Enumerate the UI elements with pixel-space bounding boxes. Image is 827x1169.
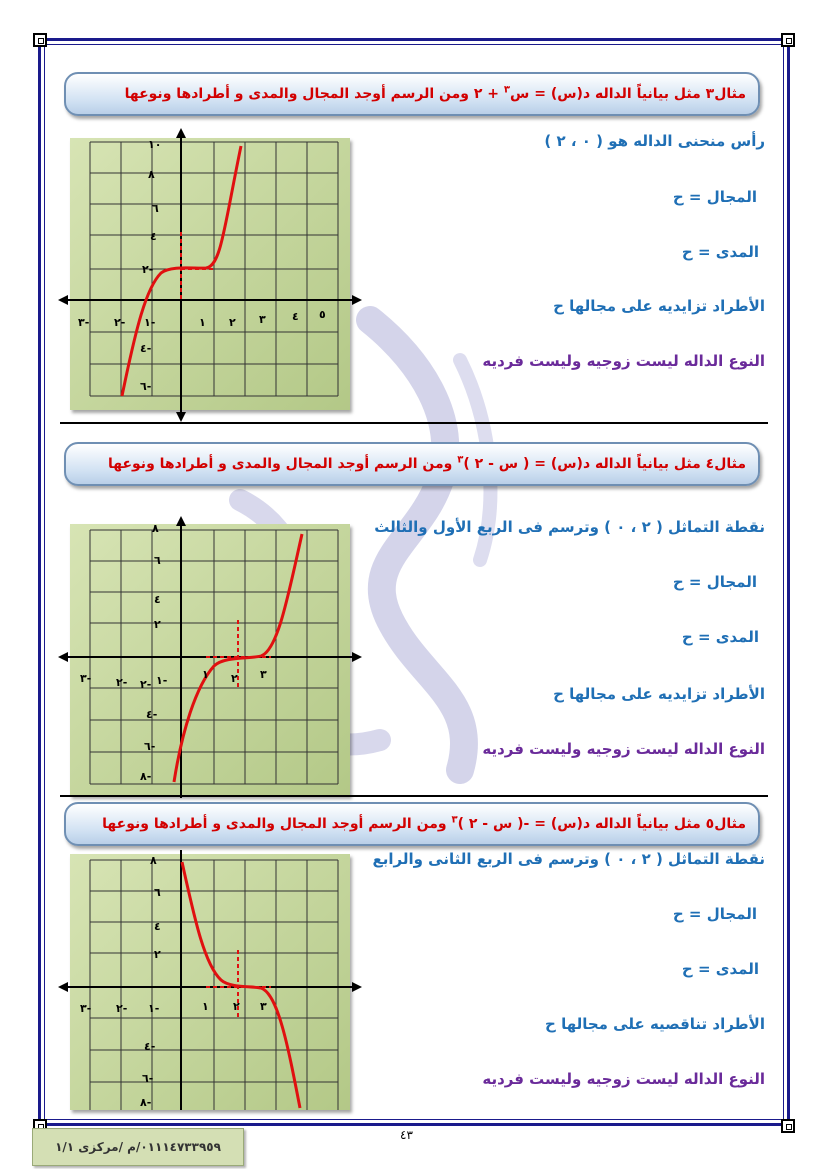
x-tick-label: ١- xyxy=(144,316,156,329)
y-tick-label: ٨- xyxy=(140,1096,152,1109)
x-tick-label: ٢ xyxy=(231,672,238,685)
example-5-range-line: المدى = ح xyxy=(681,960,759,978)
example-3-vertex-line: رأس منحنى الداله هو ( ٠ ، ٢ ) xyxy=(544,132,765,150)
y-tick-label: ٨ xyxy=(150,854,157,867)
y-tick-label: ٢ xyxy=(154,948,161,961)
y-tick-label: ٦- xyxy=(144,740,156,753)
y-tick-label: ٦- xyxy=(140,380,152,393)
x-tick-label: ٣- xyxy=(80,1002,92,1015)
x-tick-label: ٣ xyxy=(260,668,267,681)
y-tick-label: ٨ xyxy=(148,168,155,181)
example-3-graph xyxy=(56,128,366,422)
x-tick-label: ٥ xyxy=(319,308,326,321)
example-3-type-line: النوع الداله ليست زوجيه وليست فرديه xyxy=(482,352,765,370)
x-tick-label: ١ xyxy=(202,1000,209,1013)
y-tick-label: ٤- xyxy=(144,1040,156,1053)
example-3-domain-line: المجال = ح xyxy=(672,188,757,206)
page-number: ٤٣ xyxy=(400,1128,413,1142)
example-5-symmetry-line: نقطة التماثل ( ٢ ، ٠ ) وترسم فى الربع الثانى والرابع xyxy=(372,850,765,868)
y-tick-label: ١٠ xyxy=(148,138,162,151)
x-tick-label: ٣ xyxy=(260,1000,267,1013)
y-tick-label: ٤ xyxy=(154,920,161,933)
example-4-type-line: النوع الداله ليست زوجيه وليست فرديه xyxy=(482,740,765,758)
x-tick-label: ١- xyxy=(148,1002,160,1015)
x-tick-label: ٢- xyxy=(116,1002,128,1015)
footer-contact-box xyxy=(32,1128,244,1166)
x-tick-label: ٢- xyxy=(140,678,152,691)
example-3-range-line: المدى = ح xyxy=(681,243,759,261)
x-tick-label: ١ xyxy=(202,668,209,681)
example-3-monotonic-line: الأطراد تزايديه على مجالها ح xyxy=(553,297,765,315)
y-tick-label: ٨- xyxy=(140,770,152,783)
example-5-graph xyxy=(56,846,366,1110)
example-3-title: مثال٣ مثل بيانياً الداله د(س) = س$^٣$ + ٢ ومن الرسم أوجد المجال والمدى و أطرادها ونوعها xyxy=(124,84,746,102)
x-tick-label: ٣- xyxy=(78,316,90,329)
example-4-graph xyxy=(56,516,366,798)
x-tick-label: ٢ xyxy=(233,1000,240,1013)
y-tick-label: ٦ xyxy=(152,202,159,215)
example-5-type-line: النوع الداله ليست زوجيه وليست فرديه xyxy=(482,1070,765,1088)
y-tick-label: ٤- xyxy=(140,342,152,355)
example-4-title-banner xyxy=(64,442,760,486)
frame-corner-ornament xyxy=(781,1119,795,1133)
frame-corner-ornament xyxy=(33,33,47,47)
example-5-monotonic-line: الأطراد تناقصيه على مجالها ح xyxy=(545,1015,765,1033)
example-4-symmetry-line: نقطة التماثل ( ٢ ، ٠ ) وترسم فى الربع الأول والثالث xyxy=(374,518,765,536)
y-tick-label: ٢- xyxy=(142,263,154,276)
footer-contact-text: ٠١١١٤٧٣٣٩٥٩/م /مركزى ١/١ xyxy=(55,1140,221,1154)
example-4-domain-line: المجال = ح xyxy=(672,573,757,591)
example-4-monotonic-line: الأطراد تزايديه على مجالها ح xyxy=(553,685,765,703)
y-tick-label: ٨ xyxy=(152,522,159,535)
x-tick-label: ١- xyxy=(156,674,168,687)
frame-corner-ornament xyxy=(781,33,795,47)
x-tick-label: ٣ xyxy=(259,313,266,326)
x-tick-label: ١ xyxy=(199,316,206,329)
section-divider xyxy=(60,795,768,797)
y-tick-label: ٦ xyxy=(154,886,161,899)
y-tick-label: ٤ xyxy=(150,230,157,243)
y-tick-label: ٢ xyxy=(154,618,161,631)
y-tick-label: ٦ xyxy=(154,554,161,567)
example-4-title: مثال٤ مثل بيانياً الداله د(س) = ( س - ٢ )$^٣$ ومن الرسم أوجد المجال والمدى و أطرادها ونوعها xyxy=(107,454,746,472)
x-tick-label: ٢ xyxy=(229,316,236,329)
x-tick-label: ٢- xyxy=(116,676,128,689)
example-5-title-banner xyxy=(64,802,760,846)
x-tick-label: ٤ xyxy=(292,310,299,323)
example-4-range-line: المدى = ح xyxy=(681,628,759,646)
example-3-title-banner xyxy=(64,72,760,116)
y-tick-label: ٤- xyxy=(146,708,158,721)
y-tick-label: ٤ xyxy=(154,593,161,606)
curve xyxy=(182,862,300,1108)
y-tick-label: ٦- xyxy=(142,1072,154,1085)
section-divider xyxy=(60,422,768,424)
x-tick-label: ٢- xyxy=(114,316,126,329)
example-5-domain-line: المجال = ح xyxy=(672,905,757,923)
x-tick-label: ٣- xyxy=(80,672,92,685)
example-5-title: مثال٥ مثل بيانياً الداله د(س) = -( س - ٢ )$^٣$ ومن الرسم أوجد المجال والمدى و أطرادها ونوعها xyxy=(102,814,746,832)
